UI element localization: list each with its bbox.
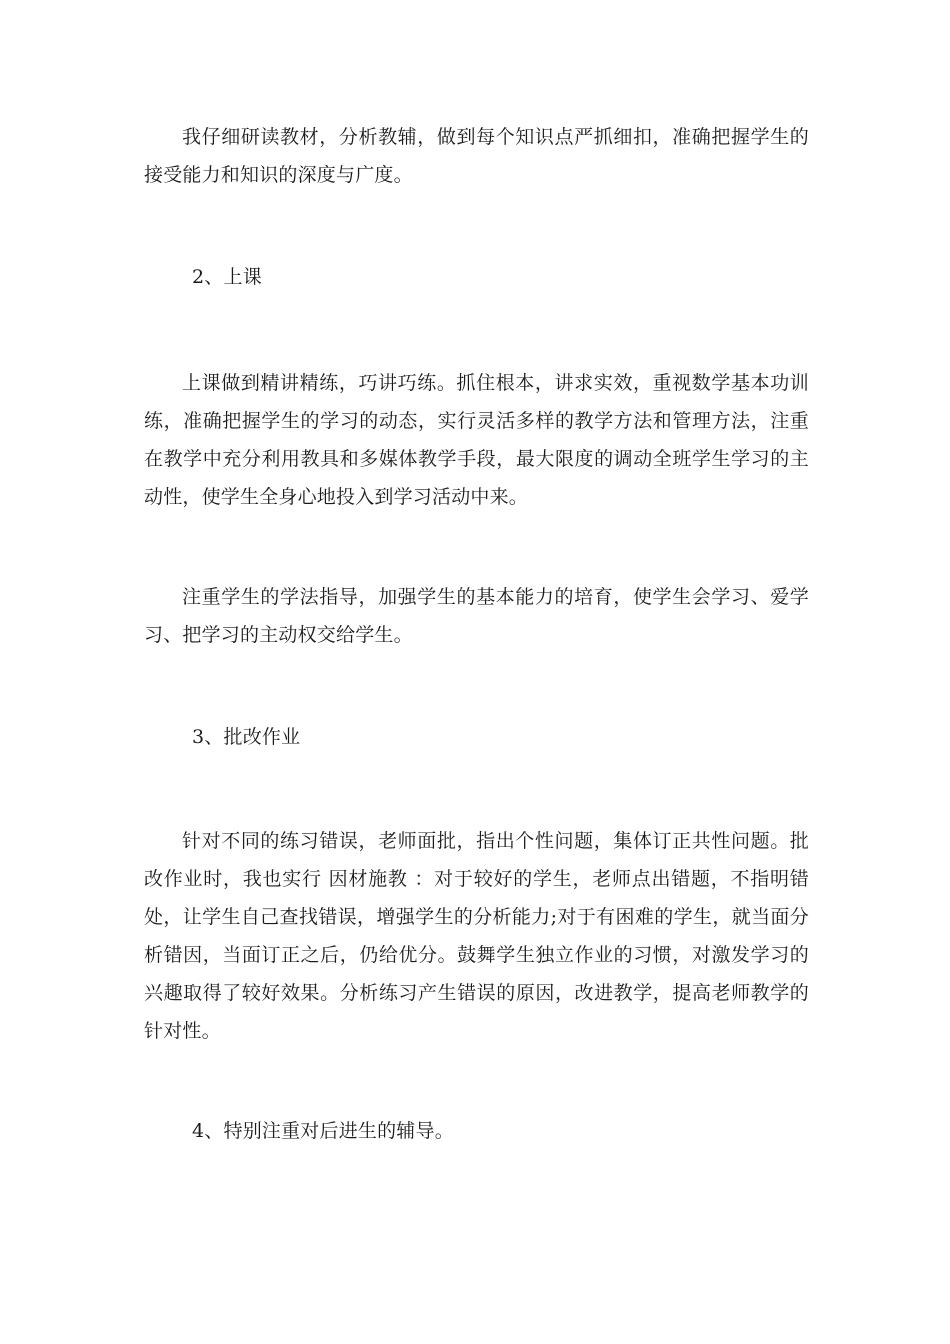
heading-section-2: 2、上课 [192,266,262,288]
paragraph-study-methods: 注重学生的学法指导，加强学生的基本能力的培育，使学生会学习、爱学习、把学习的主动权交给学生。 [144,586,809,646]
paragraph-homework-correction: 针对不同的练习错误，老师面批，指出个性问题，集体订正共性问题。批改作业时，我也实行 因材施教 ：对于较好的学生，老师点出错题，不指明错处，让学生自己查找错误，增强学生的分析能力;对于有困难的学生，就当面分析错因，当面订正之后，仍给优分。鼓舞学生独立作业的习惯，对激发学习的兴趣取得了较好效果。分析练习产生错误的原因，改进教学，提高老师教学的针对性。 [144,830,809,1042]
heading-section-3: 3、批改作业 [192,726,301,748]
paragraph-lessons: 上课做到精讲精练，巧讲巧练。抓住根本，讲求实效，重视数学基本功训练，准确把握学生的学习的动态，实行灵活多样的教学方法和管理方法，注重在教学中充分利用教具和多媒体教学手段，最大限度的调动全班学生学习的主动性，使学生全身心地投入到学习活动中来。 [144,372,809,508]
paragraph-study-materials: 我仔细研读教材，分析教辅，做到每个知识点严抓细扣，准确把握学生的接受能力和知识的深度与广度。 [144,126,809,186]
heading-section-4: 4、特别注重对后进生的辅导。 [192,1120,454,1142]
